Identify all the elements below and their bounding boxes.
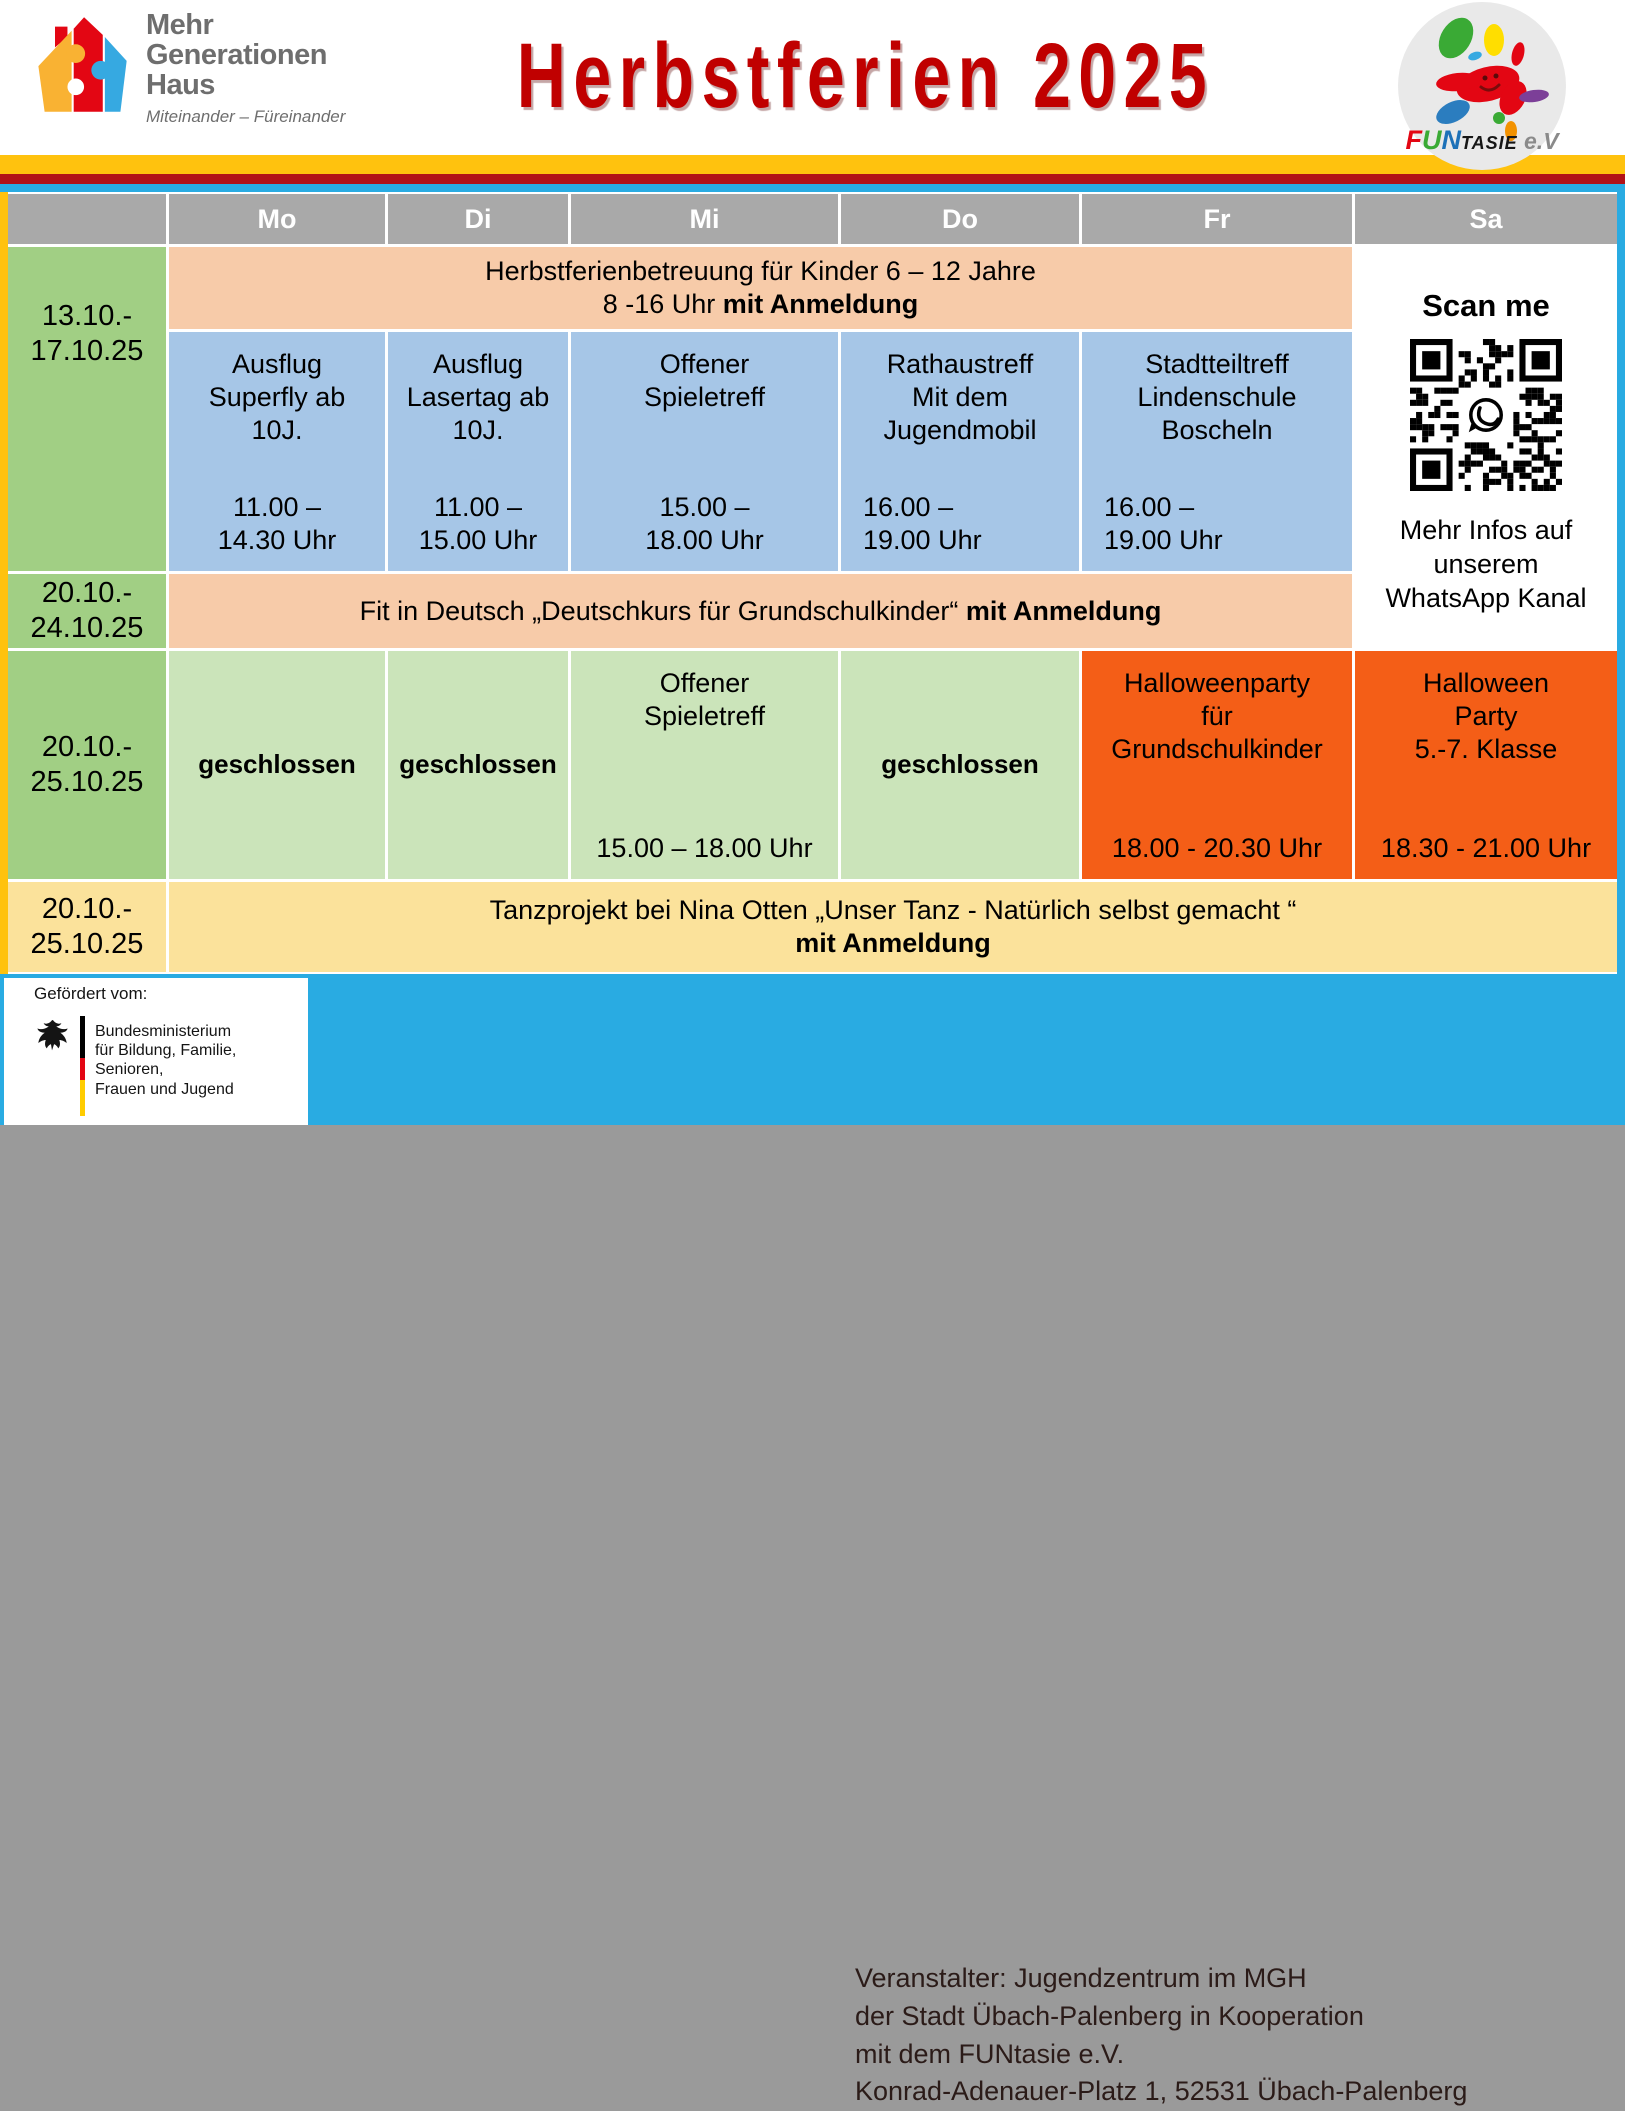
qr-code [1410,339,1562,499]
cell-week1-mo [169,332,385,571]
cell-week1-mo-time: 11.00 – 14.30 Uhr [217,492,337,556]
cell-week3-di: geschlossen [388,651,568,879]
header-cell-di: Di [388,194,568,244]
date-cell-week1: 13.10.- 17.10.25 [8,247,166,571]
date-cell-week2: 20.10.- 24.10.25 [8,574,166,648]
mgh-logo-text [146,10,345,127]
mgh-logo-tagline: Miteinander – Füreinander [146,107,346,127]
funtasie-f: F [1405,125,1422,155]
header-cell-fr: Fr [1082,194,1352,244]
scan-me-label: Scan me [1422,288,1550,323]
funding-label: Gefördert vom: [34,984,148,1003]
cell-week1-mo-title: Ausflug Superfly ab 10J. [208,349,346,445]
banner-week1-line2: 8 -16 Uhr mit Anmeldung [602,289,919,319]
german-flag-bar [80,1016,85,1116]
ministry-text: Bundesministerium für Bildung, Familie, Senioren, Frauen und Jugend [94,1023,237,1098]
cell-week1-di-title: Ausflug Lasertag ab 10J. [406,349,550,445]
header-cell-sa: Sa [1355,194,1617,244]
mgh-logo-name: Mehr Generationen Haus [146,9,327,102]
band-yellow [0,155,1625,174]
cell-week1-fr-title: Stadtteiltreff Lindenschule Boscheln [1137,349,1297,445]
left-border-strip [0,192,8,974]
cell-week3-fr [1082,651,1352,879]
cell-week1-di-time: 11.00 – 15.00 Uhr [418,492,538,556]
funtasie-ev: e.V [1517,128,1559,154]
cell-week3-fr-time: 18.00 - 20.30 Uhr [1111,833,1323,864]
cell-week3-mi [571,651,838,879]
cell-week3-sa [1355,651,1617,879]
header-cell-empty [8,194,166,244]
banner-week4 [169,882,1617,972]
federal-eagle-icon [34,1016,70,1069]
funtasie-logo-text [1398,125,1566,156]
cell-week1-mi-title: Offener Spieletreff [643,349,766,412]
banner-week2 [169,574,1352,648]
funtasie-n: N [1441,125,1461,155]
funtasie-u: U [1421,125,1442,155]
funding-box [4,978,308,1125]
header-cell-mi: Mi [571,194,838,244]
qr-panel [1355,247,1617,648]
banner-week2-line: Fit in Deutsch „Deutschkurs für Grundschulkinder“ mit Anmeldung [359,595,1162,626]
banner-week1 [169,247,1352,329]
band-red [0,174,1625,184]
banner-week1-line1: Herbstferienbetreuung für Kinder 6 – 12 Jahre [485,256,1036,287]
cell-week1-fr-time: 16.00 – 19.00 Uhr [1104,492,1223,556]
paint-splash-icon [1398,157,1566,174]
band-blue [0,184,1625,192]
page-title: Herbstferien 2025 [516,25,1215,127]
cell-week3-do: geschlossen [841,651,1079,879]
date-cell-week3: 20.10.- 25.10.25 [8,651,166,879]
cell-week1-fr [1082,332,1352,571]
mgh-logo [30,10,345,127]
cell-week1-di [388,332,568,571]
cell-week1-do-time: 16.00 – 19.00 Uhr [863,492,982,556]
cell-week1-do-title: Rathaustreff Mit dem Jugendmobil [883,349,1037,445]
cell-week3-fr-title: Halloweenparty für Grundschulkinder [1111,668,1323,764]
cell-week1-mi-time: 15.00 – 18.00 Uhr [645,492,764,556]
funtasie-tasie: TASIE [1460,133,1518,153]
banner-week4-line1: Tanzprojekt bei Nina Otten „Unser Tanz - Natürlich selbst gemacht “ [489,895,1297,926]
cell-week1-mi [571,332,838,571]
whatsapp-info-text: Mehr Infos auf unserem WhatsApp Kanal [1385,514,1587,613]
schedule-table [8,194,1617,972]
cell-week3-mi-title: Offener Spieletreff [643,668,766,731]
cell-week1-do [841,332,1079,571]
cell-week3-mo: geschlossen [169,651,385,879]
ministry-logo [34,1016,308,1116]
mgh-house-icon [30,10,134,123]
cell-week3-mi-time: 15.00 – 18.00 Uhr [596,833,813,864]
funtasie-logo [1398,2,1566,170]
cell-week3-sa-title: Halloween Party 5.-7. Klasse [1414,668,1558,764]
date-cell-week4: 20.10.- 25.10.25 [8,882,166,972]
organizer-text: Veranstalter: Jugendzentrum im MGH der Stadt Übach-Palenberg in Kooperation mit dem FUNtasie e.V. Konrad-Adenauer-Platz 1, 52531 Übach-Palenberg [855,1963,1468,2107]
header-cell-do: Do [841,194,1079,244]
header-cell-mo: Mo [169,194,385,244]
cell-week3-sa-time: 18.30 - 21.00 Uhr [1380,833,1592,864]
banner-week4-line2: mit Anmeldung [795,928,991,958]
